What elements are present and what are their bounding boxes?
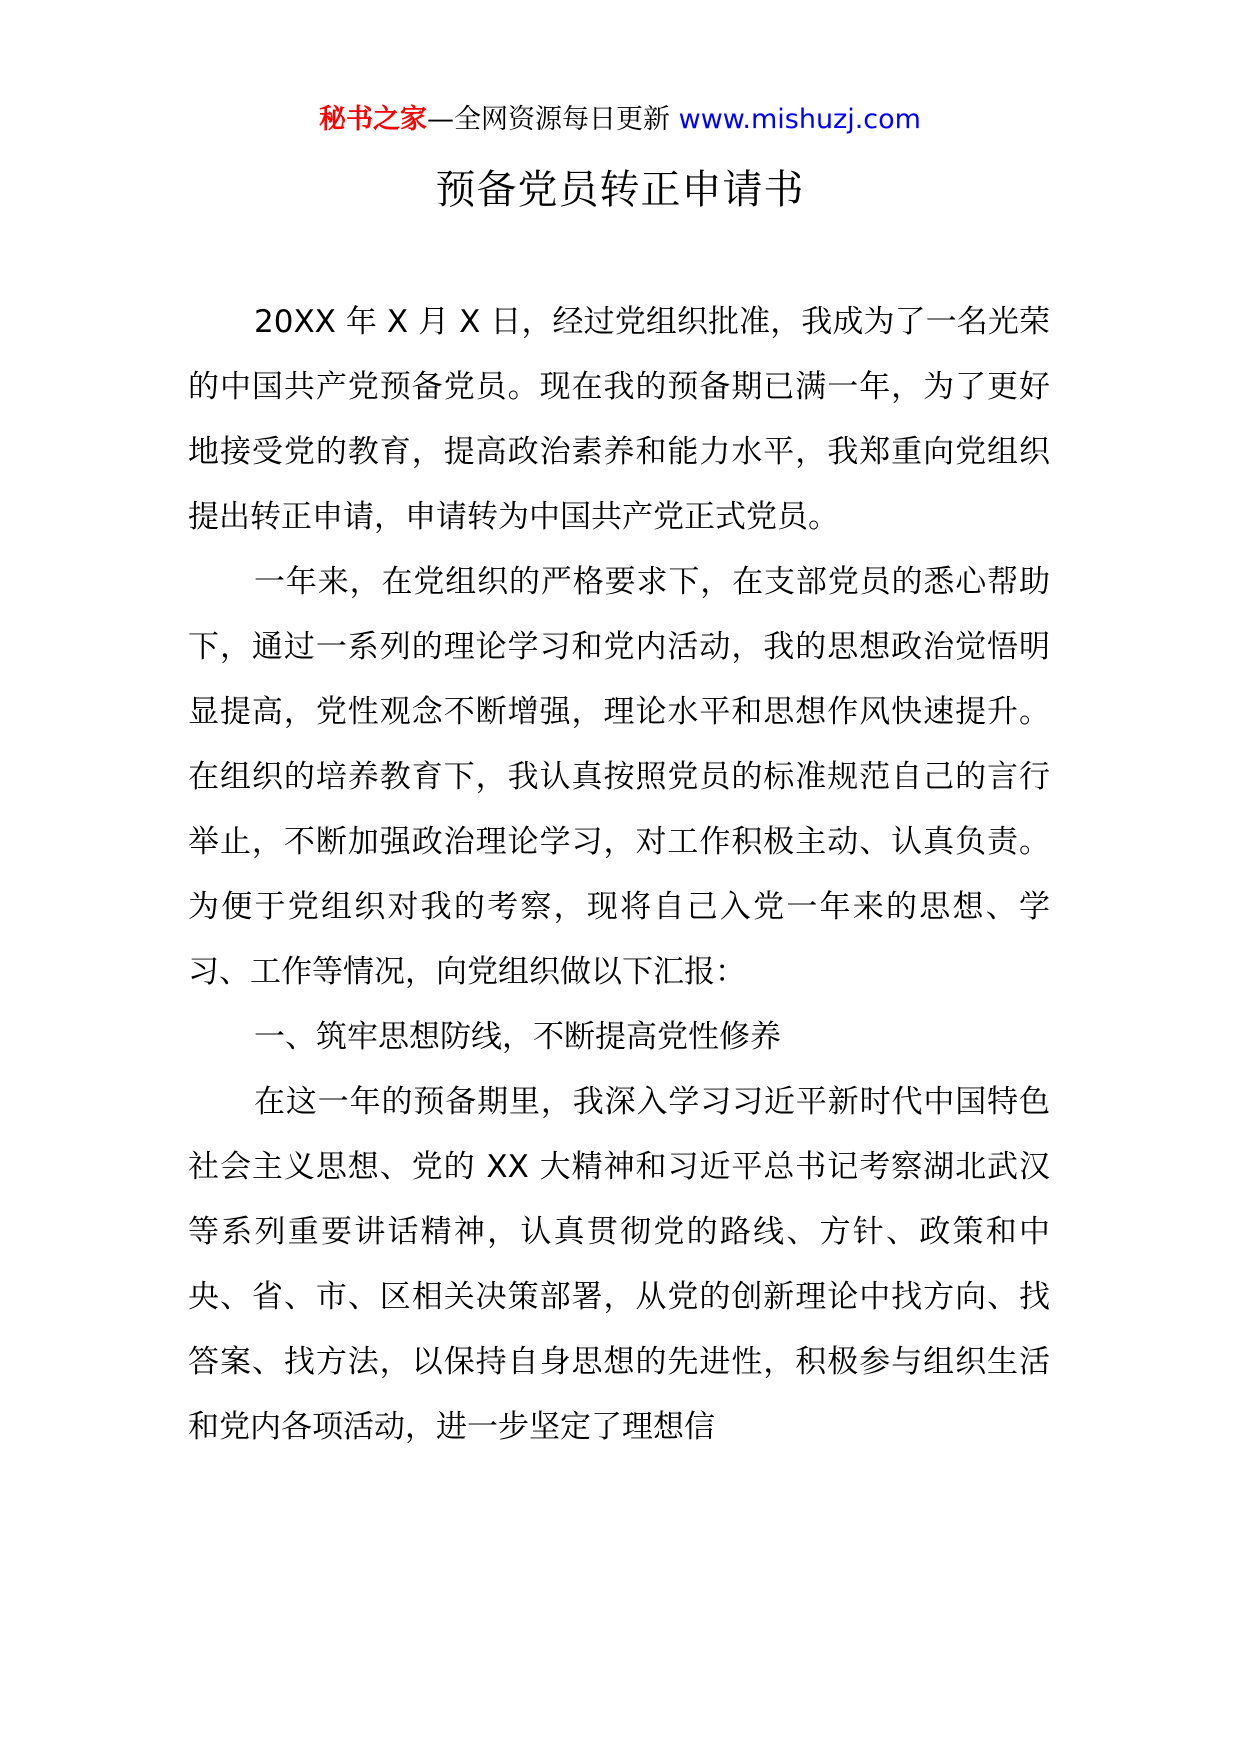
- paragraph-intro: 20XX 年 X 月 X 日，经过党组织批准，我成为了一名光荣的中国共产党预备党员。现在我的预备期已满一年，为了更好地接受党的教育，提高政治素养和能力水平，我郑重向党组织提出转正申请，申请转为中国共产党正式党员。: [188, 304, 1050, 535]
- document-title: 预备党员转正申请书: [435, 167, 805, 213]
- paragraph-section-1: 在这一年的预备期里，我深入学习习近平新时代中国特色社会主义思想、党的 XX 大精神和习近平总书记考察湖北武汉等系列重要讲话精神，认真贯彻党的路线、方针、政策和中央、省、市、区相关决策部署，从党的创新理论中找方向、找答案、找方法，以保持自身思想的先进性，积极参与组织生活和党内各项活动，进一步坚定了理想信: [188, 1084, 1050, 1445]
- header-slogan: —全网资源每日更新: [427, 104, 679, 135]
- section-heading-1: 一、筑牢思想防线，不断提高党性修养: [254, 1019, 781, 1055]
- site-header: [0, 100, 1240, 140]
- document-body: [188, 290, 1050, 1460]
- paragraph-summary: 一年来，在党组织的严格要求下，在支部党员的悉心帮助下，通过一系列的理论学习和党内活动，我的思想政治觉悟明显提高，党性观念不断增强，理论水平和思想作风快速提升。在组织的培养教育下，我认真按照党员的标准规范自己的言行举止，不断加强政治理论学习，对工作积极主动、认真负责。为便于党组织对我的考察，现将自己入党一年来的思想、学习、工作等情况，向党组织做以下汇报：: [188, 564, 1050, 990]
- brand-name: 秘书之家: [319, 104, 428, 135]
- site-url-link[interactable]: www.mishuzj.com: [678, 104, 921, 135]
